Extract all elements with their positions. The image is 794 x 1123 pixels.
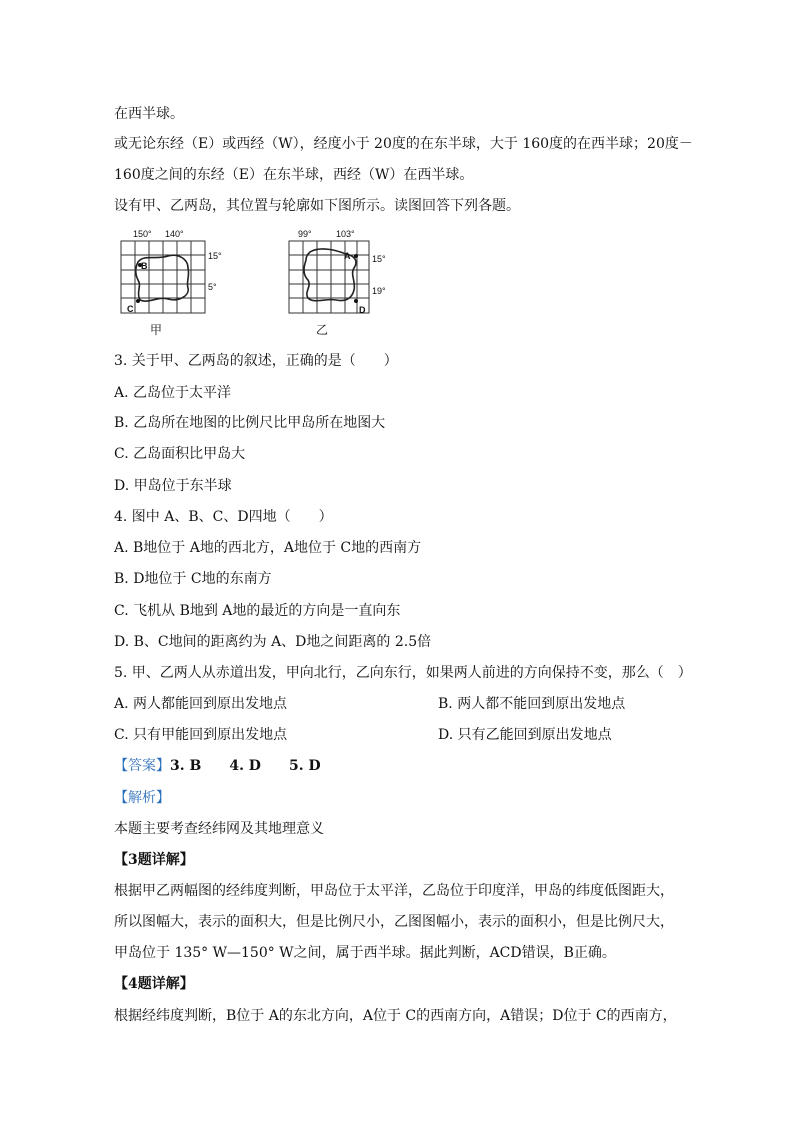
q5-option-b: B. 两人都不能回到原出发地点 (438, 696, 626, 712)
map-yi-point-d: D (359, 305, 366, 315)
q3-detail-heading: 【3题详解】 (114, 852, 194, 868)
map-jia-point-b: B (141, 261, 148, 271)
q4-option-c: C. 飞机从 B地到 A地的最近的方向是一直向东 (114, 603, 401, 619)
map-jia-figure (118, 226, 228, 341)
q5-stem: 5. 甲、乙两人从赤道出发，甲向北行，乙向东行，如果两人前进的方向保持不变，那么（ ） (114, 665, 692, 681)
q3-option-b: B. 乙岛所在地图的比例尺比甲岛所在地图大 (114, 415, 386, 431)
map-yi-point-a: A (344, 251, 351, 261)
map-yi-lon-2: 103° (336, 229, 355, 239)
q5-option-c: C. 只有甲能回到原出发地点 (114, 727, 288, 743)
q3-option-a: A. 乙岛位于太平洋 (114, 385, 232, 401)
q4-detail-heading: 【4题详解】 (114, 976, 194, 992)
q4-option-b: B. D地位于 C地的东南方 (114, 571, 272, 587)
map-jia-lon-1: 150° (133, 229, 152, 239)
answer-tag: 【答案】 (114, 758, 170, 774)
q4-detail-line-1: 根据经纬度判断，B位于 A的东北方向，A位于 C的西南方向，A错误；D位于 C的西南方， (114, 1008, 677, 1024)
q3-detail-line-1: 根据甲乙两幅图的经纬度判断，甲岛位于太平洋，乙岛位于印度洋，甲岛的纬度低图距大， (114, 883, 674, 899)
text-line-2: 或无论东经（E）或西经（W），经度小于 20度的在东半球，大于 160度的在西半球；20度－ (114, 136, 693, 152)
q4-option-a: A. B地位于 A地的西北方，A地位于 C地的西南方 (114, 540, 422, 556)
map-jia-point-c: C (127, 304, 134, 314)
q3-option-c: C. 乙岛面积比甲岛大 (114, 446, 246, 462)
text-line-3: 160度之间的东经（E）在东半球，西经（W）在西半球。 (114, 167, 474, 183)
q3-option-d: D. 甲岛位于东半球 (114, 478, 232, 494)
text-line-4: 设有甲、乙两岛，其位置与轮廓如下图所示。读图回答下列各题。 (114, 198, 520, 214)
map-jia-lon-2: 140° (165, 229, 184, 239)
analysis-tag: 【解析】 (114, 790, 170, 806)
map-jia-lat-2: 5° (208, 282, 217, 292)
answer-line (114, 756, 321, 776)
map-yi-caption: 乙 (316, 323, 329, 337)
answer-values: 3. B 4. D 5. D (170, 758, 321, 774)
map-jia-caption: 甲 (150, 323, 163, 337)
q3-detail-line-3: 甲岛位于 135° W—150° W之间，属于西半球。据此判断，ACD错误，B正确。 (114, 945, 616, 961)
map-yi-figure (284, 226, 394, 341)
map-yi-lon-1: 99° (298, 229, 312, 239)
map-yi-lat-1: 15° (372, 254, 386, 264)
q5-option-d: D. 只有乙能回到原出发地点 (438, 727, 612, 743)
q5-option-a: A. 两人都能回到原出发地点 (114, 696, 288, 712)
map-yi-lat-2: 19° (372, 286, 386, 296)
map-jia-lat-1: 15° (208, 251, 222, 261)
text-line-1: 在西半球。 (114, 106, 184, 122)
q4-option-d: D. B、C地间的距离约为 A、D地之间距离的 2.5倍 (114, 634, 432, 650)
q3-stem: 3. 关于甲、乙两岛的叙述，正确的是（ ） (114, 353, 398, 369)
q4-stem: 4. 图中 A、B、C、D四地（ ） (114, 509, 333, 525)
q3-detail-line-2: 所以图幅大，表示的面积大，但是比例尺小，乙图图幅小，表示的面积小，但是比例尺大， (114, 914, 674, 930)
analysis-intro: 本题主要考查经纬网及其地理意义 (114, 821, 324, 837)
